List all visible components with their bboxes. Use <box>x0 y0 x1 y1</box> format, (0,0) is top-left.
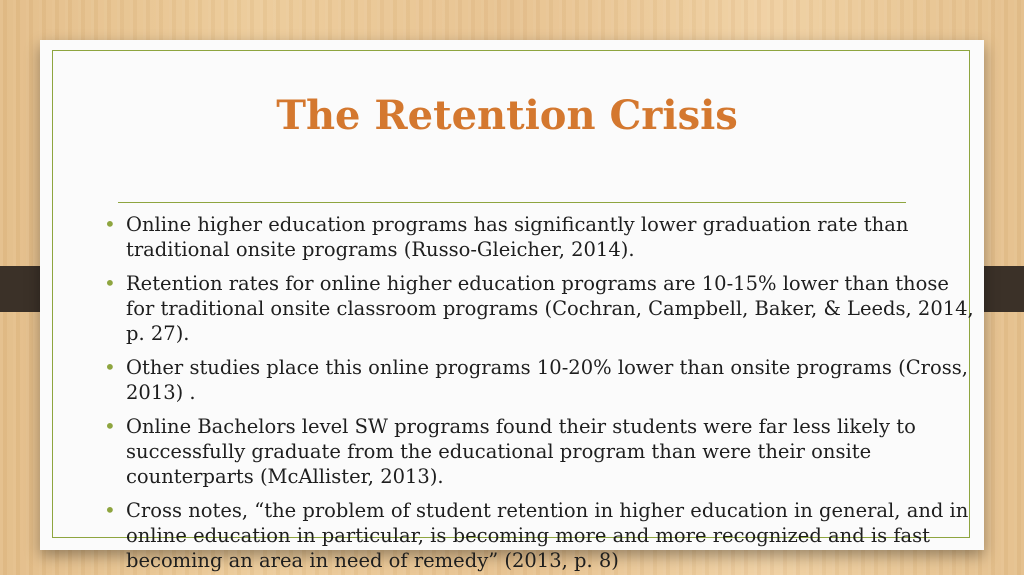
bullet-item <box>88 355 978 405</box>
bullet-text: Cross notes, “the problem of student retention in higher education in general, and in online education in particular, is becoming more and more recognized and is fast becoming an area in need of remedy” (2013, p. 8) <box>126 499 969 572</box>
bullet-dot-icon: • <box>104 414 116 438</box>
bullet-text: Online Bachelors level SW programs found their students were far less likely to successfully graduate from the educational program than were their onsite counterparts (McAllister, 2013). <box>126 415 916 488</box>
bullet-text: Other studies place this online programs 10-20% lower than onsite programs (Cross, 2013) . <box>126 356 968 404</box>
bullet-dot-icon: • <box>104 212 116 236</box>
title-divider <box>118 202 906 203</box>
bullet-dot-icon: • <box>104 498 116 522</box>
slide-card <box>40 40 984 572</box>
bullet-item <box>88 414 978 489</box>
bullet-list <box>88 212 978 575</box>
bullet-text: Retention rates for online higher education programs are 10-15% lower than those for traditional onsite classroom programs (Cochran, Campbell, Baker, & Leeds, 2014, p. 27). <box>126 272 974 345</box>
bullet-dot-icon: • <box>104 355 116 379</box>
bullet-item <box>88 498 978 573</box>
bullet-item <box>88 271 978 346</box>
bullet-item <box>88 212 978 262</box>
slide-title: The Retention Crisis <box>276 92 738 139</box>
bullet-dot-icon: • <box>104 271 116 295</box>
bullet-text: Online higher education programs has significantly lower graduation rate than traditional onsite programs (Russo-Gleicher, 2014). <box>126 213 909 261</box>
